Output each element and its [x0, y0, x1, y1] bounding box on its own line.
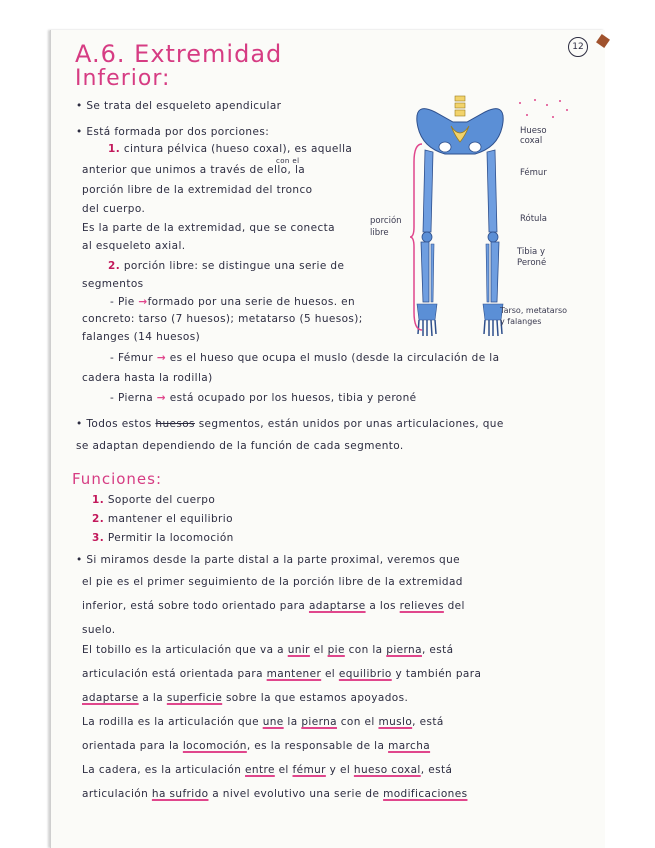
label-tarso: Tarso, metatarso y falanges [500, 306, 568, 326]
funcion-2-text: mantener el equilibrio [107, 513, 233, 525]
pie-line-1: - Pie →formado por una serie de huesos. en [110, 296, 356, 308]
para-line-2: el pie es el primer seguimiento de la porción libre de la extremidad [82, 576, 463, 588]
para-6-c: y también para [395, 668, 482, 680]
cintura-number: 1. [108, 143, 121, 155]
cintura-line-5: Es la parte de la extremidad, que se conecta [82, 222, 335, 234]
para-11-a: articulación [82, 788, 149, 800]
pierna-line: - Pierna → está ocupado por los huesos, tibia y peroné [110, 392, 417, 404]
para-8-d: , está [412, 716, 444, 728]
para-9-a: orientada para la [82, 740, 180, 752]
todos-line-2: se adaptan dependiendo de la función de cada segmento. [76, 440, 404, 452]
para-line-11 [82, 788, 467, 800]
para-5-c: con la [348, 644, 383, 656]
para-8-underline-2: pierna [301, 716, 337, 728]
femur-text-1: es el hueso que ocupa el muslo (desde la circulación de la [169, 352, 500, 364]
para-8-c: con el [340, 716, 375, 728]
spine [455, 96, 465, 116]
para-3-c: del [447, 600, 465, 612]
femur-line-2: cadera hasta la rodilla) [82, 372, 213, 384]
label-femur: Fémur [520, 168, 547, 178]
para-7-a: a la [142, 692, 164, 704]
decorative-dots [515, 95, 575, 125]
femur-label: Fémur [117, 352, 154, 364]
para-line-7 [82, 692, 408, 704]
para-6-b: el [324, 668, 336, 680]
para-9-underline-1: locomoción [182, 740, 247, 752]
cintura-superscript: con el [276, 157, 300, 165]
bullet-porciones: • Está formada por dos porciones: [76, 126, 270, 138]
porcion-text-1: porción libre: se distingue una serie de [123, 260, 345, 272]
bullet-esqueleto: • Se trata del esqueleto apendicular [76, 100, 282, 112]
cintura-line-1 [108, 143, 352, 155]
label-porcion-libre: porción libre [370, 216, 402, 238]
para-3-underline-2: relieves [399, 600, 444, 612]
pie-arrow: → [138, 296, 148, 308]
funcion-1-number: 1. [92, 494, 105, 506]
funcion-1-text: Soporte del cuerpo [107, 494, 216, 506]
para-3-b: a los [369, 600, 396, 612]
page-subtitle: Inferior: [75, 66, 171, 91]
para-7-underline-1: adaptarse [82, 692, 139, 704]
pie-text-1: formado por una serie de huesos. en [147, 296, 356, 308]
para-8-underline-1: une [262, 716, 284, 728]
femur-line-1: - Fémur → es el hueso que ocupa el muslo (desde la circulación de la [110, 352, 500, 364]
porcion-line-2: segmentos [82, 278, 144, 290]
para-10-underline-2: fémur [292, 764, 326, 776]
funcion-3-text: Permitir la locomoción [107, 532, 234, 544]
para-line-1: • Si miramos desde la parte distal a la parte proximal, veremos que [76, 554, 461, 566]
funcion-item-3 [92, 532, 234, 544]
pierna-label: Pierna [117, 392, 154, 404]
para-11-underline-2: modificaciones [383, 788, 468, 800]
todos-bullet: • [76, 418, 83, 430]
para-6-underline-2: equilibrio [338, 668, 392, 680]
para-line-10 [82, 764, 452, 776]
pierna-arrow: → [156, 392, 166, 404]
funcion-item-2 [92, 513, 233, 525]
label-rotula: Rótula [520, 214, 548, 224]
para-9-underline-2: marcha [388, 740, 431, 752]
page-title: A.6. Extremidad [75, 40, 283, 68]
para-5-underline-2: pie [327, 644, 345, 656]
funcion-item-1 [92, 494, 215, 506]
para-8-underline-3: muslo [378, 716, 413, 728]
para-5-b: el [313, 644, 324, 656]
para-10-underline-3: hueso coxal [353, 764, 421, 776]
cintura-line-3: porción libre de la extremidad del tronco [82, 184, 313, 196]
para-6-a: articulación está orientada para [82, 668, 263, 680]
para-5-underline-1: unir [287, 644, 310, 656]
para-3-underline-1: adaptarse [308, 600, 366, 612]
para-10-underline-1: entre [245, 764, 275, 776]
para-5-underline-3: pierna [386, 644, 422, 656]
page-number: 12 [568, 37, 588, 57]
para-10-a: La cadera, es la articulación [82, 764, 242, 776]
cintura-line-2: anterior que unimos a través de ello, la [82, 164, 306, 176]
label-tibia-perone: Tibia y Peroné [517, 247, 547, 268]
para-line-6 [82, 668, 481, 680]
todos-struck-word: huesos [155, 418, 195, 430]
cintura-text-1: cintura pélvica (hueso coxal), es aquella [123, 143, 353, 155]
pierna-text: está ocupado por los huesos, tibia y peroné [169, 392, 417, 404]
para-line-3 [82, 600, 465, 612]
para-6-underline-1: mantener [266, 668, 322, 680]
para-line-5 [82, 644, 454, 656]
para-3-a: inferior, está sobre todo orientado para [82, 600, 306, 612]
label-hueso-coxal: Hueso coxal [520, 126, 547, 146]
todos-text-a: Todos estos [86, 418, 152, 430]
para-10-d: , está [420, 764, 453, 776]
para-9-b: , es la responsable de la [246, 740, 385, 752]
pie-line-2: concreto: tarso (7 huesos); metatarso (5 huesos); [82, 313, 363, 325]
para-5-d: , está [421, 644, 454, 656]
porcion-libre-brace [410, 142, 424, 332]
funciones-heading: Funciones: [72, 470, 163, 488]
para-line-8 [82, 716, 444, 728]
para-7-b: sobre la que estamos apoyados. [225, 692, 409, 704]
pie-line-3: falanges (14 huesos) [82, 331, 201, 343]
tibia-fibula-bones [421, 242, 499, 302]
para-11-b: a nivel evolutivo una serie de [212, 788, 380, 800]
funcion-3-number: 3. [92, 532, 105, 544]
femur-arrow: → [156, 352, 167, 364]
femur-bones [423, 150, 497, 232]
para-8-b: la [287, 716, 298, 728]
todos-text-b: segmentos, están unidos por unas articulaciones, que [198, 418, 504, 430]
porcion-line-1 [108, 260, 344, 272]
para-5-a: El tobillo es la articulación que va a [82, 644, 284, 656]
todos-line-1 [76, 418, 504, 430]
pie-label: Pie [117, 296, 135, 308]
para-line-4: suelo. [82, 624, 116, 636]
kneecap-bones [422, 232, 498, 242]
cintura-line-6: al esqueleto axial. [82, 240, 186, 252]
cintura-line-4: del cuerpo. [82, 203, 146, 215]
para-11-underline-1: ha sufrido [151, 788, 209, 800]
para-line-9 [82, 740, 430, 752]
para-7-underline-2: superficie [166, 692, 223, 704]
para-10-c: y el [329, 764, 351, 776]
porcion-number: 2. [108, 260, 121, 272]
funcion-2-number: 2. [92, 513, 105, 525]
para-10-b: el [278, 764, 289, 776]
foot-bones [417, 304, 503, 336]
para-8-a: La rodilla es la articulación que [82, 716, 259, 728]
